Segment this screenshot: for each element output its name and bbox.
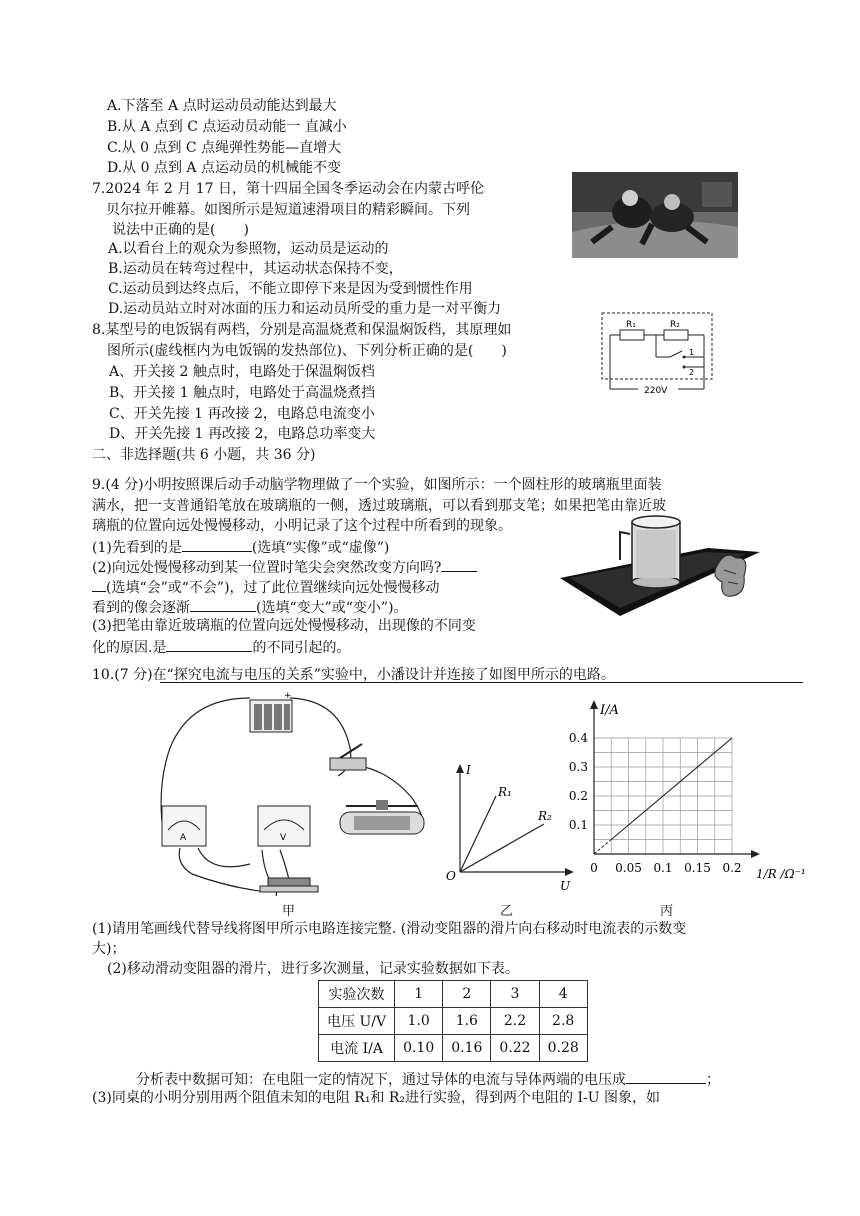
chart-axes: [590, 700, 760, 858]
q6-option-b: B.从 A 点到 C 点运动员动能一 直减小: [107, 119, 347, 135]
answer-blank[interactable]: [626, 1069, 706, 1084]
divider-line: [160, 682, 803, 683]
q10-part-1-line-1: (1)请用笔画线代替导线将图甲所示电路连接完整. (滑动变阻器的滑片向右移动时电流表的示数变: [92, 921, 687, 937]
y-tick-label: 0.1: [568, 818, 588, 832]
svg-text:+: +: [284, 691, 292, 701]
section-heading: 二、非选择题(共 6 小题，共 36 分): [92, 447, 316, 463]
q10-stem: 10.(7 分)在“探究电流与电压的关系”实验中，小潘设计并连接了如图甲所示的电路。: [92, 667, 615, 683]
q6-option-c: C.从 0 点到 C 点绳弹性势能—直增大: [107, 140, 342, 156]
q10-part-1-line-2: 大)；: [92, 941, 126, 957]
y-tick-label: 0.4: [568, 731, 588, 745]
glass-bottle-figure: [560, 512, 760, 616]
x-tick-label: 0.2: [722, 861, 742, 875]
q7-option-a: A.以看台上的观众为参照物，运动员是运动的: [108, 241, 389, 257]
table-cell: 4: [539, 981, 587, 1008]
answer-blank[interactable]: [166, 637, 252, 652]
q8-option-c: C、开关先接 1 再改接 2，电路总电流变小: [109, 406, 375, 422]
q6-option-d: D.从 0 点到 A 点运动员的机械能不变: [107, 160, 341, 176]
table-cell: 0.22: [491, 1035, 539, 1062]
origin-label: O: [446, 869, 456, 883]
x-axis-label: 1/R /Ω⁻¹: [756, 867, 806, 881]
r2-line-label: R₂: [538, 809, 552, 823]
x-tick-label: 0.05: [615, 861, 642, 875]
q9-part-2-line-2: [92, 577, 440, 597]
q9-part-2-line-1: [92, 557, 477, 577]
r1-line-label: R₁: [498, 785, 512, 799]
table-cell: 2.2: [491, 1008, 539, 1035]
q7-option-d: D.运动员站立时对冰面的压力和运动员所受的重力是一对平衡力: [108, 301, 502, 317]
q7-stem-1: 7.2024 年 2 月 17 日，第十四届全国冬季运动会在内蒙古呼伦: [92, 181, 484, 197]
q9-stem-2: 满水，把一支普通铅笔放在玻璃瓶的一侧，透过玻璃瓶，可以看到那支笔；如果把笔由靠近玻: [92, 498, 666, 514]
data-line-dashed: [594, 840, 611, 855]
label-yi: 乙: [500, 904, 514, 919]
q8-option-a: A、开关接 2 触点时，电路处于保温焖饭档: [109, 364, 375, 380]
q9-stem-1: 9.(4 分)小明按照课后动手动脑学物理做了一个实验，如图所示：一个圆柱形的玻璃瓶里面装: [92, 477, 662, 493]
q9-part-3-line-1: (3)把笔由靠近玻璃瓶的位置向远处慢慢移动，出现像的不同变: [92, 618, 476, 634]
x-tick-label: 0.15: [684, 861, 711, 875]
q7-option-c: C.运动员到达终点后，不能立即停下来是因为受到惯性作用: [108, 281, 473, 297]
x-axis-arrow: [751, 850, 760, 858]
q9-part-2-line-3: [92, 597, 408, 617]
q10-analysis-text: 分析表中数据可知：在电阻一定的情况下，通过导体的电流与导体两端的电压成: [136, 1072, 626, 1088]
svg-text:A: A: [180, 833, 187, 843]
q9-part-2-a: (2)向远处慢慢移动到某一位置时笔尖会突然改变方向吗?: [92, 560, 442, 576]
q9-part-2-b: (选填“会”或“不会”)，过了此位置继续向远处慢慢移动: [106, 580, 440, 596]
q9-part-2-c: 看到的像会逐渐: [92, 600, 190, 616]
r1-label: R₁: [626, 320, 636, 330]
table-cell: 2.8: [539, 1008, 587, 1035]
table-cell: 实验次数: [319, 981, 395, 1008]
contact-1-label: 1: [689, 348, 695, 357]
q7-stem-2: 贝尔拉开帷幕。如图所示是短道速滑项目的精彩瞬间。下列: [106, 202, 470, 218]
table-cell: 1.6: [443, 1008, 491, 1035]
axis-u-label: U: [560, 879, 571, 892]
q8-stem-1: 8.某型号的电饭锅有两档，分别是高温烧煮和保温焖饭档，其原理如: [92, 322, 512, 338]
q10-part-2: (2)移动滑动变阻器的滑片，进行多次测量，记录实验数据如下表。: [107, 961, 519, 977]
q9-part-1-b: (选填“实像”或“虚像”): [251, 540, 390, 556]
answer-blank[interactable]: [182, 537, 252, 552]
q9-part-3-c: 的不同引起的。: [252, 640, 351, 656]
voltage-label: 220V: [644, 386, 668, 396]
graph-yi: [440, 760, 580, 892]
answer-blank[interactable]: [190, 597, 256, 612]
y-axis-arrow: [590, 700, 598, 709]
skating-photo: [572, 172, 738, 258]
answer-blank[interactable]: [92, 577, 106, 592]
r2-label: R₂: [670, 320, 680, 330]
q10-analysis-end: ；: [706, 1072, 720, 1088]
q8-option-d: D、开关先接 1 再改接 2，电路总功率变大: [109, 426, 376, 442]
q9-part-3-line-2: [92, 637, 350, 657]
table-cell: 0.16: [443, 1035, 491, 1062]
table-header-row: [319, 981, 588, 1008]
q10-part-3: (3)同桌的小明分别用两个阻值未知的电阻 R₁和 R₂进行实验，得到两个电阻的 I-U 图象，如: [92, 1090, 660, 1106]
label-jia: 甲: [282, 904, 296, 919]
q7-stem-3: 说法中正确的是( ): [112, 222, 249, 238]
graph-bing: [560, 692, 820, 898]
answer-blank[interactable]: [441, 557, 477, 572]
rice-cooker-circuit: [598, 309, 716, 399]
table-cell: 3: [491, 981, 539, 1008]
table-cell: 电压 U/V: [319, 1008, 395, 1035]
circuit-diagram-jia: [150, 688, 440, 908]
x-tick-label: 0: [590, 861, 598, 875]
y-tick-label: 0.3: [568, 760, 588, 774]
axis-i-label: I: [466, 763, 471, 777]
q9-part-3-b: 化的原因.是: [92, 640, 167, 656]
q9-part-1-a: (1)先看到的是: [92, 540, 182, 556]
q10-analysis: [136, 1069, 720, 1089]
table-cell: 2: [443, 981, 491, 1008]
table-row: [319, 1035, 588, 1062]
table-cell: 0.28: [539, 1035, 587, 1062]
table-row: [319, 1008, 588, 1035]
svg-text:V: V: [280, 833, 287, 843]
label-bing: 丙: [660, 904, 674, 919]
contact-2-label: 2: [689, 368, 695, 377]
q7-option-b: B.运动员在转弯过程中，其运动状态保持不变，: [108, 261, 403, 277]
table-cell: 1: [395, 981, 443, 1008]
table-cell: 1.0: [395, 1008, 443, 1035]
y-tick-label: 0.2: [568, 789, 588, 803]
table-cell: 0.10: [395, 1035, 443, 1062]
data-line: [611, 738, 732, 840]
q8-option-b: B、开关接 1 触点时，电路处于高温烧煮挡: [109, 385, 376, 401]
q9-part-2-d: (选填“变大”或“变小”)。: [256, 600, 408, 616]
y-axis-label: I/A: [600, 703, 619, 718]
q8-stem-2: 图所示(虚线框内为电饭锅的发热部位)、下列分析正确的是( ): [107, 343, 507, 359]
q6-option-a: A.下落至 A 点时运动员动能达到最大: [107, 98, 337, 114]
q9-stem-3: 璃瓶的位置向远处慢慢移动，小明记录了这个过程中所看到的现象。: [92, 518, 512, 534]
data-table: [318, 980, 588, 1062]
table-cell: 电流 I/A: [319, 1035, 395, 1062]
x-tick-label: 0.1: [653, 861, 673, 875]
q9-part-1: [92, 537, 389, 557]
